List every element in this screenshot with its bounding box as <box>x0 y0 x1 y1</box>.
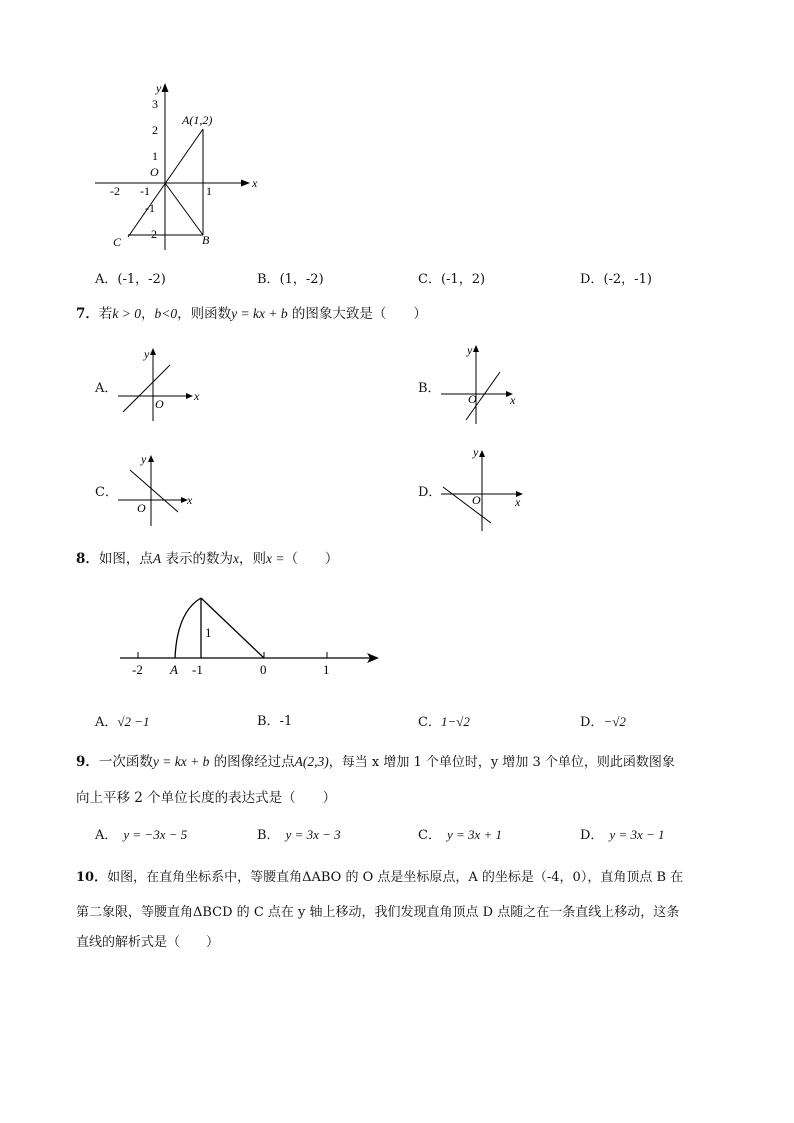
stem-text: ，则函数 <box>177 306 232 322</box>
x-axis-arrow <box>186 393 193 399</box>
y-tick-2: 2 <box>152 123 158 137</box>
choice-letter: D． <box>580 272 604 287</box>
y-axis-label: y <box>156 81 162 95</box>
q7-choice-a-letter: A． <box>95 381 118 396</box>
math-expr: A <box>152 551 162 566</box>
y-tick-neg1: -1 <box>145 201 155 215</box>
q7-graph-a <box>115 345 205 425</box>
stem-text: 一次函数 <box>98 754 153 770</box>
math-expr: y = kx + b <box>231 306 288 321</box>
compass-arc <box>175 598 201 658</box>
q8-choice-a <box>95 713 150 732</box>
stem-text: 表示的数为 <box>161 551 233 567</box>
stem-text: ，则 <box>238 551 266 567</box>
choice-letter: D． <box>580 715 604 730</box>
choice-text: −√2 <box>603 714 626 729</box>
y-axis-arrow <box>162 83 169 92</box>
q8-choice-d <box>580 713 626 732</box>
choice-letter: C． <box>418 272 441 287</box>
choice-text: (1，-2) <box>279 272 324 287</box>
x-axis-label: x <box>194 389 200 403</box>
stem-text: 如图，点 <box>98 551 153 567</box>
point-A-label: A(1,2) <box>182 113 213 127</box>
q6-choice-c <box>418 271 485 289</box>
choice-text: y = 3x + 1 <box>446 827 503 842</box>
math-expr: y = kx + b <box>152 754 210 769</box>
height-label: 1 <box>205 625 212 640</box>
choice-letter: A． <box>95 272 118 287</box>
question-number: 10． <box>76 870 108 885</box>
q8-number-line-figure <box>115 590 385 680</box>
question-number: 7． <box>76 306 99 322</box>
q9-choice-d <box>580 826 665 845</box>
choice-text: (-2，-1) <box>603 272 652 287</box>
q9-choice-a <box>95 826 187 845</box>
choice-text: (-1，-2) <box>117 272 166 287</box>
choice-letter: A． <box>95 828 118 843</box>
function-line <box>443 487 491 523</box>
choice-letter: C． <box>418 715 441 730</box>
point-A-label: A <box>170 662 178 677</box>
x-tick-1: 1 <box>206 184 212 198</box>
origin-label: O <box>137 501 146 515</box>
q7-graph-b <box>438 342 528 427</box>
q7-choice-b-letter: B． <box>418 381 441 396</box>
choice-letter: A． <box>95 715 118 730</box>
tick-label-neg1: -1 <box>192 662 203 677</box>
choice-text: √2 −1 <box>117 714 150 729</box>
stem-text: ， <box>141 306 155 322</box>
math-expr: x = <box>265 551 285 566</box>
y-axis-arrow <box>150 348 156 355</box>
choice-letter: B． <box>257 714 280 729</box>
choice-letter: C． <box>418 828 441 843</box>
tick-label-0: 0 <box>260 662 267 677</box>
choice-text: -1 <box>279 714 293 729</box>
x-axis-label: x <box>510 393 516 407</box>
math-expr: k > 0 <box>112 306 142 321</box>
y-axis-arrow <box>479 450 485 457</box>
x-axis-label: x <box>515 495 521 509</box>
y-axis-label: y <box>141 452 147 466</box>
q6-choice-d <box>580 271 652 289</box>
q10-stem-line2: 第二象限，等腰直角ΔBCD 的 C 点在 y 轴上移动，我们发现直角顶点 D 点随之在一条直线上移动，这条 <box>76 905 680 920</box>
y-axis-label: y <box>467 343 473 357</box>
origin-label: O <box>472 493 481 507</box>
q10-stem-line1 <box>76 869 683 887</box>
choice-letter: B． <box>257 272 280 287</box>
q9-stem-line1 <box>76 753 675 772</box>
tick-label-neg2: -2 <box>132 662 143 677</box>
stem-text: ，每当 x 增加 1 个单位时，y 增加 3 个单位，则此函数图象 <box>328 755 675 770</box>
x-tick-neg1: -1 <box>140 184 150 198</box>
q10-stem-line3: 直线的解析式是（ ） <box>76 935 220 950</box>
y-axis-arrow <box>148 455 154 462</box>
origin-label: O <box>150 165 159 179</box>
question-number: 8． <box>76 551 99 567</box>
q9-stem-line2: 向上平移 2 个单位长度的表达式是（ ） <box>76 790 337 806</box>
y-tick-3: 3 <box>152 97 158 111</box>
segment-OB <box>165 183 203 235</box>
choice-text: y = −3x − 5 <box>123 827 188 842</box>
choice-letter: B． <box>257 828 280 843</box>
math-expr: A(2,3) <box>294 754 329 769</box>
x-axis-label: x <box>187 493 193 507</box>
stem-text: （ ） <box>284 551 339 567</box>
q8-stem <box>76 550 338 568</box>
q6-figure <box>90 80 270 255</box>
choice-text: y = 3x − 1 <box>609 827 665 842</box>
tick-label-1: 1 <box>323 662 330 677</box>
q6-choice-b <box>257 271 324 289</box>
q7-graph-c <box>115 450 205 530</box>
y-axis-label: y <box>144 347 150 361</box>
q7-choice-d-letter: D． <box>418 485 442 500</box>
choice-text: 1−√2 <box>440 714 470 729</box>
q6-choice-a <box>95 271 166 289</box>
q7-graph-d <box>438 445 533 535</box>
y-tick-1: 1 <box>152 149 158 163</box>
y-axis-label: y <box>473 445 479 459</box>
choice-text: y = 3x − 3 <box>285 827 341 842</box>
q9-choice-b <box>257 826 341 845</box>
origin-label: O <box>468 392 477 406</box>
point-B-label: B <box>202 233 210 247</box>
stem-text: 如图，在直角坐标系中，等腰直角ΔABO 的 O 点是坐标原点，A 的坐标是（-4，0），直角顶点 B 在 <box>107 870 684 885</box>
math-expr: x <box>232 551 239 566</box>
x-tick-neg2: -2 <box>110 184 120 198</box>
x-axis-label: x <box>252 176 258 190</box>
y-axis-arrow <box>473 345 479 352</box>
q7-stem <box>76 305 427 323</box>
q8-choice-c <box>418 713 470 732</box>
point-C-label: C <box>113 235 122 249</box>
q9-choice-c <box>418 826 502 845</box>
choice-text: (-1，2) <box>440 272 486 287</box>
stem-text: 若 <box>98 306 113 322</box>
stem-text: 的图象大致是（ ） <box>287 306 427 322</box>
math-expr: b<0 <box>154 306 178 321</box>
stem-text: 的图像经过点 <box>209 754 295 770</box>
q8-choice-b <box>257 713 292 731</box>
choice-letter: D． <box>580 828 604 843</box>
q7-choice-c-letter: C． <box>95 485 118 500</box>
x-axis-arrow <box>241 180 250 187</box>
y-tick-neg2: -2 <box>147 227 157 241</box>
origin-label: O <box>155 397 164 411</box>
question-number: 9． <box>76 754 99 770</box>
